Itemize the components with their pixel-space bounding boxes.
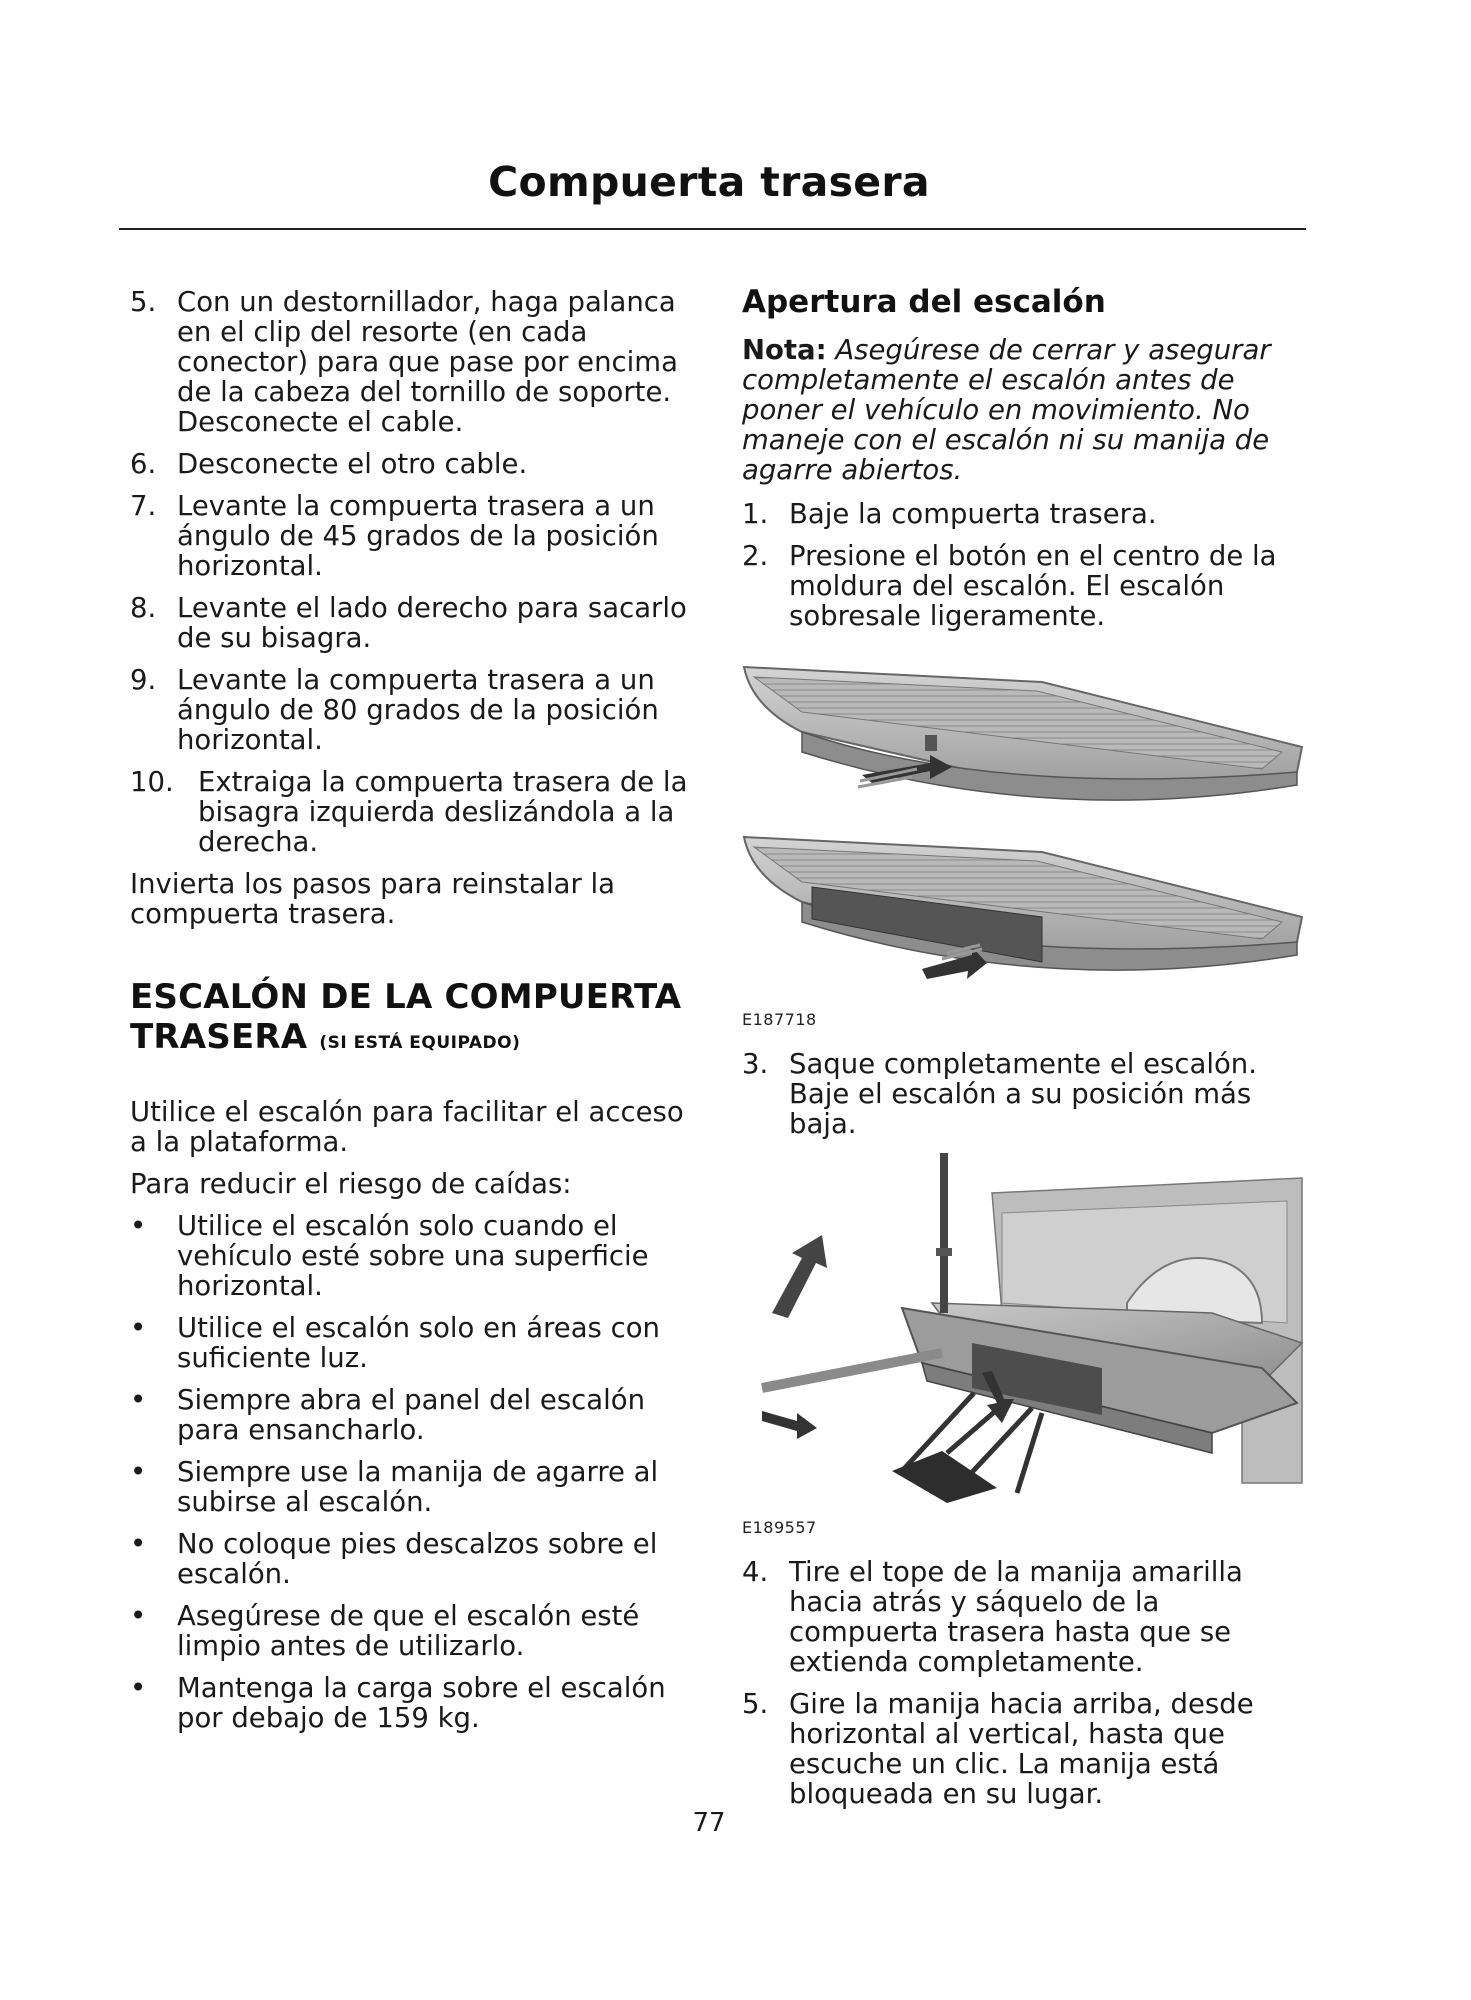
bullet-dot: •: [130, 1456, 147, 1488]
intro-text: Utilice el escalón para facilitar el acceso a la plataforma.: [130, 1096, 684, 1158]
step-number: 1.: [742, 498, 769, 530]
removal-steps: [130, 287, 690, 857]
step-text: Baje la compuerta trasera.: [789, 498, 1157, 530]
bullet-text: Mantenga la carga sobre el escalón por debajo de 159 kg.: [177, 1672, 666, 1734]
tailgate-top: [744, 667, 1302, 800]
step-text: Levante la compuerta trasera a un ángulo de 45 grados de la posición horizontal.: [177, 490, 659, 582]
step-text: Levante el lado derecho para sacarlo de su bisagra.: [177, 592, 687, 654]
safety-bullets: [130, 1211, 690, 1733]
step-number: 7.: [130, 490, 157, 522]
list-item: [130, 1529, 690, 1589]
arrow-left-icon: [762, 1411, 817, 1439]
step-number: 2.: [742, 540, 769, 572]
risk-intro: Para reducir el riesgo de caídas:: [130, 1168, 572, 1200]
list-item: [130, 1211, 690, 1301]
bullet-text: Utilice el escalón solo cuando el vehículo esté sobre una superficie horizontal.: [177, 1210, 649, 1302]
bullet-dot: •: [130, 1210, 147, 1242]
right-column: [742, 285, 1308, 1821]
page-title: Compuerta trasera: [488, 158, 930, 206]
bullet-dot: •: [130, 1672, 147, 1704]
figure-step-tailgate: [742, 657, 1308, 1035]
list-item: [130, 1313, 690, 1373]
list-item: [742, 1049, 1308, 1139]
left-column: [130, 287, 690, 1745]
step-text: Saque completamente el escalón. Baje el escalón a su posición más baja.: [789, 1048, 1257, 1140]
list-item: [130, 449, 690, 479]
list-item: [130, 491, 690, 581]
list-item: [742, 541, 1308, 631]
bullet-text: No coloque pies descalzos sobre el escalón.: [177, 1528, 658, 1590]
list-item: [742, 499, 1308, 529]
bullet-dot: •: [130, 1312, 147, 1344]
step-number: 5.: [742, 1688, 769, 1720]
step-text: Extraiga la compuerta trasera de la bisagra izquierda deslizándola a la derecha.: [198, 766, 688, 858]
step-number: 6.: [130, 448, 157, 480]
bullet-dot: •: [130, 1384, 147, 1416]
step-number: 9.: [130, 664, 157, 696]
list-item: [130, 767, 690, 857]
opening-steps-c: [742, 1557, 1308, 1809]
section-qualifier: (SI ESTÁ EQUIPADO): [319, 1033, 521, 1053]
list-item: [742, 1557, 1308, 1677]
bullet-text: Asegúrese de que el escalón esté limpio antes de utilizarlo.: [177, 1600, 640, 1662]
step-text: Gire la manija hacia arriba, desde horizontal al vertical, hasta que escuche un clic. La manija está bloqueada en su lugar.: [789, 1688, 1254, 1810]
section-title: ESCALÓN DE LA COMPUERTA TRASERA: [130, 977, 682, 1057]
step-text: Con un destornillador, haga palanca en el clip del resorte (en cada conector) para que pase por encima de la cabeza del tornillo de soporte. Desconecte el cable.: [177, 286, 678, 438]
bullet-dot: •: [130, 1600, 147, 1632]
bullet-text: Siempre abra el panel del escalón para ensancharlo.: [177, 1384, 646, 1446]
list-item: [130, 1601, 690, 1661]
figure-code: E187718: [742, 1010, 817, 1029]
step-number: 8.: [130, 592, 157, 624]
step-text: Desconecte el otro cable.: [177, 448, 528, 480]
reinstall-text: Invierta los pasos para reinstalar la compuerta trasera.: [130, 868, 616, 930]
title-rule: [119, 228, 1306, 230]
note-text: Asegúrese de cerrar y asegurar completamente el escalón antes de poner el vehículo en movimiento. No maneje con el escalón ni su manija de agarre abiertos.: [742, 334, 1271, 486]
note-label: Nota:: [742, 334, 827, 366]
list-item: [130, 593, 690, 653]
step-deployed-illustration: [742, 1153, 1308, 1503]
bullet-text: Siempre use la manija de agarre al subirse al escalón.: [177, 1456, 659, 1518]
tailgate-illustration: [742, 657, 1308, 997]
list-item: [130, 1385, 690, 1445]
list-item: [130, 1673, 690, 1733]
opening-steps-a: [742, 499, 1308, 631]
bullet-text: Utilice el escalón solo en áreas con suficiente luz.: [177, 1312, 660, 1374]
step-number: 10.: [130, 766, 174, 798]
step-number: 4.: [742, 1556, 769, 1588]
note: [742, 335, 1308, 485]
list-item: [130, 1457, 690, 1517]
bullet-dot: •: [130, 1528, 147, 1560]
step-text: Presione el botón en el centro de la moldura del escalón. El escalón sobresale ligeramente.: [789, 540, 1277, 632]
opening-steps-b: [742, 1049, 1308, 1139]
figure-step-deployed: [742, 1153, 1308, 1543]
list-item: [130, 665, 690, 755]
page-number: 77: [692, 1808, 726, 1838]
figure-code: E189557: [742, 1518, 817, 1537]
step-number: 3.: [742, 1048, 769, 1080]
list-item: [742, 1689, 1308, 1809]
list-item: [130, 287, 690, 437]
sub-heading: Apertura del escalón: [742, 284, 1106, 320]
step-text: Tire el tope de la manija amarilla hacia atrás y sáquelo de la compuerta trasera hasta que se extienda completamente.: [789, 1556, 1243, 1678]
arrow-up-icon: [772, 1235, 827, 1318]
step-text: Levante la compuerta trasera a un ángulo de 80 grados de la posición horizontal.: [177, 664, 659, 756]
section-heading: [130, 977, 690, 1063]
step-number: 5.: [130, 286, 157, 318]
tailgate-bottom: [744, 837, 1302, 979]
